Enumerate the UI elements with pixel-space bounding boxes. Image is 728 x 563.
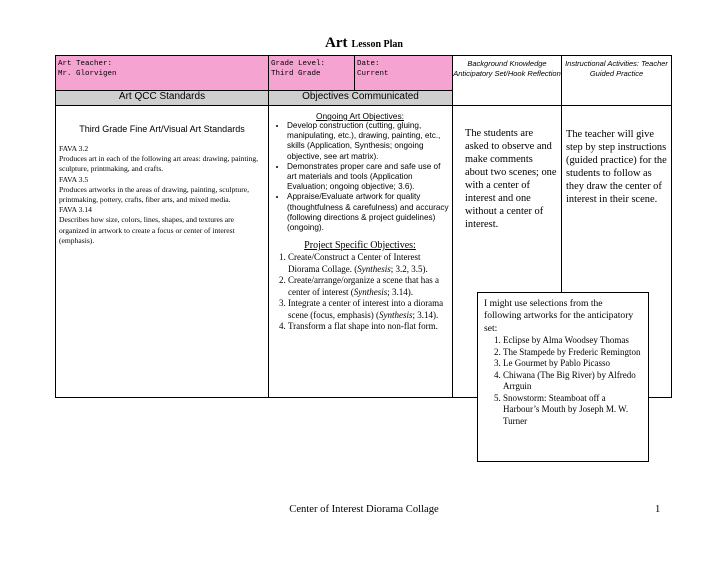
background-text: The students are asked to observe and make comments about two scenes; one with a center of interest and one without a center of interest. xyxy=(465,128,557,230)
artwork-item-3: 3. Le Gourmet by Pablo Picasso xyxy=(503,358,642,370)
background-header-cell xyxy=(453,56,562,106)
teacher-cell xyxy=(56,56,269,90)
objectives-band-label: Objectives Communicated xyxy=(302,91,419,102)
teacher-label: Art Teacher: xyxy=(58,60,113,68)
teacher-value: Mr. Glorvigen xyxy=(58,70,117,78)
page-number: 1 xyxy=(655,504,661,515)
standards-heading: Third Grade Fine Art/Visual Art Standards xyxy=(79,124,245,134)
objectives-band xyxy=(269,90,452,106)
artworks-box xyxy=(477,292,649,462)
standard-line-5: FAVA 3.14 xyxy=(59,205,92,215)
artwork-item-1: 1. Eclipse by Alma Woodsey Thomas xyxy=(503,335,642,347)
ongoing-objective-1: • Develop construction (cutting, gluing, manipulating, etc.), drawing, painting, etc., skills (Application, Synthesis; ongoing objective, see art matrix). xyxy=(287,121,449,162)
standard-line-6: Describes how size, colors, lines, shapes, and textures are organized in artwork to create a focus or center of interest (emphasis). xyxy=(59,215,235,245)
standards-band-label: Art QCC Standards xyxy=(118,91,206,102)
activities-text: The teacher will give step by step instructions (guided practice) for the students to follow as they draw the center of interest in their scene. xyxy=(566,129,667,205)
project-objective-4: 4. Transform a flat shape into non-flat form. xyxy=(288,321,449,333)
artwork-item-4: 4. Chiwana (The Big River) by Alfredo Arrguin xyxy=(503,370,642,393)
grade-label: Grade Level: xyxy=(271,60,326,68)
grade-cell xyxy=(269,56,355,90)
standards-band xyxy=(56,90,269,106)
date-label: Date: xyxy=(357,60,380,68)
standard-line-1: FAVA 3.2 xyxy=(59,144,89,153)
ongoing-heading: Ongoing Art Objectives: xyxy=(316,111,404,121)
standard-line-2: Produces art in each of the following art areas: drawing, painting, sculpture, printmaking, and crafts. xyxy=(59,154,259,174)
grade-value: Third Grade xyxy=(271,70,321,78)
artworks-list xyxy=(484,335,642,427)
ongoing-objectives-list xyxy=(271,121,449,233)
background-header: Background Knowledge Anticipatory Set/Hook Reflection xyxy=(453,59,561,78)
project-objective-2: 2. Create/arrange/organize a scene that has a center of interest (Synthesis; 3.14). xyxy=(288,275,449,298)
objectives-cell xyxy=(269,106,452,397)
activities-header-cell xyxy=(562,56,671,106)
artworks-intro: I might use selections from the following artworks for the anticipatory set: xyxy=(484,298,634,334)
date-cell xyxy=(355,56,452,90)
ongoing-objective-3: • Appraise/Evaluate artwork for quality (thoughtfulness & carefulness) and accuracy (following directions & project guidelines) (ongoing). xyxy=(287,192,449,233)
title-main: Art xyxy=(325,35,348,51)
project-objective-1: 1. Create/Construct a Center of Interest Diorama Collage. (Synthesis; 3.2, 3.5). xyxy=(288,252,449,275)
project-objective-3: 3. Integrate a center of interest into a diorama scene (focus, emphasis) (Synthesis; 3.14). xyxy=(288,298,449,321)
artwork-item-5: 5. Snowstorm: Steamboat off a Harbour’s Mouth by Joseph M. W. Turner xyxy=(503,393,642,428)
project-objectives-list xyxy=(271,252,449,333)
standard-line-4: Produces artworks in the areas of drawing, painting, sculpture, printmaking, pottery, crafts, fiber arts, and mixed media. xyxy=(59,184,250,205)
ongoing-objective-2: • Demonstrates proper care and safe use of art materials and tools (Application Evaluation; ongoing objective; 3.6). xyxy=(287,162,449,193)
footer-caption: Center of Interest Diorama Collage xyxy=(289,504,439,515)
standard-line-3: FAVA 3.5 xyxy=(59,174,89,184)
title-sub: Lesson Plan xyxy=(351,39,403,50)
date-value: Current xyxy=(357,70,389,78)
document-title xyxy=(0,34,728,52)
activities-header: Instructional Activities: Teacher Guided Practice xyxy=(565,59,668,78)
project-heading: Project Specific Objectives: xyxy=(304,240,416,252)
artwork-item-2: 2. The Stampede by Frederic Remington xyxy=(503,347,642,359)
lesson-plan-left-table xyxy=(55,55,453,398)
standards-cell xyxy=(56,106,269,397)
